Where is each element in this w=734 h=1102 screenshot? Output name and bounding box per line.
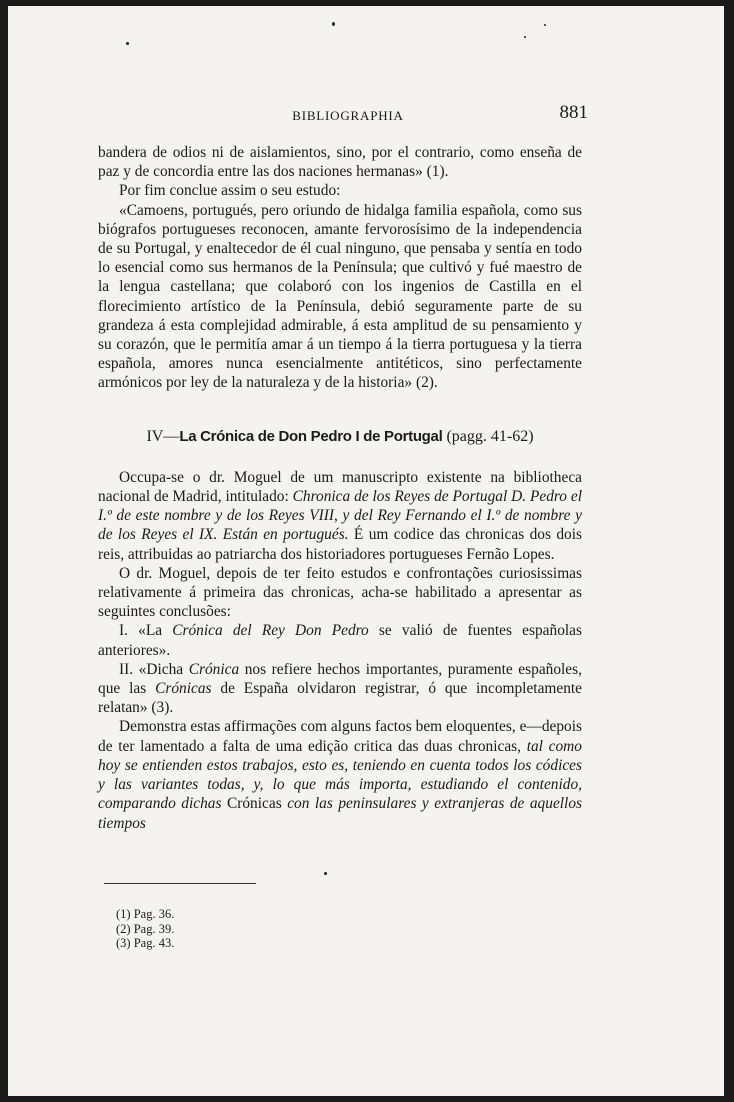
- footnote-1: (1) Pag. 36.: [116, 907, 175, 921]
- section-title: La Crónica de Don Pedro I de Portugal: [179, 427, 443, 445]
- p8-italic-b: tal como hoy se entienden estos trabajos, esto es, teniendo en cuenta todos los códices y las variantes todas, y, lo que más importa, estudiando el contenido, comparando dichas: [98, 737, 582, 813]
- paragraph-2: Por fim conclue assim o seu estudo:: [119, 182, 341, 200]
- p6-italic: Crónica del Rey Don Pedro: [172, 622, 369, 640]
- paragraph-3: «Camoens, portugués, pero oriundo de hidalga familia española, como sus biógrafos portugueses reconocen, amante fervorosísimo de la independencia de su Portugal, y enaltecedor de él cual ninguno, que pensaba y sentía en todo lo esencial como sus hermanos de la Península; que cultivó y fué maestro de la lengua castellana; que colaboró con los ingenios de Castilla en el florecimiento artístico de la Península, debió seguramente parte de su grandeza á esta complejidad admirable, á esta amplitud de su pensamiento y su corazón, que le permitía amar á un tiempo á la tierra portuguesa y la tierra española, amores nunca esencialmente antitéticos, sino perfectamente armónicos por ley de la naturaleza y de la historia» (2).: [98, 201, 582, 392]
- p8-italic-d: con las peninsulares y extranjeras de aquellos tiempos: [98, 795, 583, 832]
- p7-italic-b: Crónica: [188, 660, 240, 678]
- paragraph-8: [98, 717, 582, 832]
- paragraph-4: [98, 468, 582, 564]
- running-header: [108, 102, 588, 132]
- page-number: 881: [559, 102, 588, 123]
- running-title: BIBLIOGRAPHIA: [292, 108, 404, 123]
- p6-text-c: se valió de fuentes españolas anteriores».: [98, 622, 582, 659]
- footnote-rule: [104, 883, 256, 884]
- footnote-3: (3) Pag. 43.: [116, 936, 175, 950]
- p6-text-a: I. «La: [119, 622, 173, 640]
- p4-text-a: Occupa-se o dr. Moguel de um manuscripto existente na bibliotheca nacional de Madrid, intitulado:: [98, 468, 582, 506]
- paragraph-6: [98, 621, 582, 659]
- p7-text-a: II. «Dicha: [119, 660, 189, 678]
- paragraph-1: bandera de odios ni de aislamientos, sino, por el contrario, como enseña de paz y de concordia entre las dos naciones hermanas» (1).: [98, 144, 582, 181]
- body-text: [98, 143, 582, 833]
- p4-text-c: É um codice das chronicas dos dois reis, attribuidas ao patriarcha dos historiadores portugueses Fernão Lopes.: [98, 526, 582, 563]
- p7-text-e: de España olvidaron registrar, ó que incompletamente relatan» (3).: [98, 680, 583, 717]
- section-number: IV—: [146, 427, 180, 445]
- footnotes: [116, 907, 174, 951]
- section-heading: [98, 427, 582, 446]
- p7-italic-d: Crónicas: [155, 680, 212, 698]
- footnote-2: (2) Pag. 39.: [116, 921, 175, 936]
- p8-text-a: Demonstra estas affirmações com alguns factos bem eloquentes, e—depois de ter lamentado a falta de uma edição critica das duas chronicas,: [98, 718, 582, 755]
- paragraph-7: [98, 660, 582, 718]
- p4-italic-title: Chronica de los Reyes de Portugal D. Pedro el I.º de este nombre y de los Reyes VIII, y del Rey Fernando el I.º de nombre y de los Reyes el IX. Están en portugués.: [98, 488, 582, 544]
- p8-text-c: Crónicas: [221, 795, 288, 813]
- p7-text-c: nos refiere hechos importantes, puramente españoles, que las: [98, 660, 582, 698]
- paragraph-5: O dr. Moguel, depois de ter feito estudos e confrontações curiosissimas relativamente á primeira das chronicas, acha-se habilitado a apresentar as seguintes conclusões:: [98, 564, 582, 621]
- section-pages: (pagg. 41-62): [446, 427, 534, 445]
